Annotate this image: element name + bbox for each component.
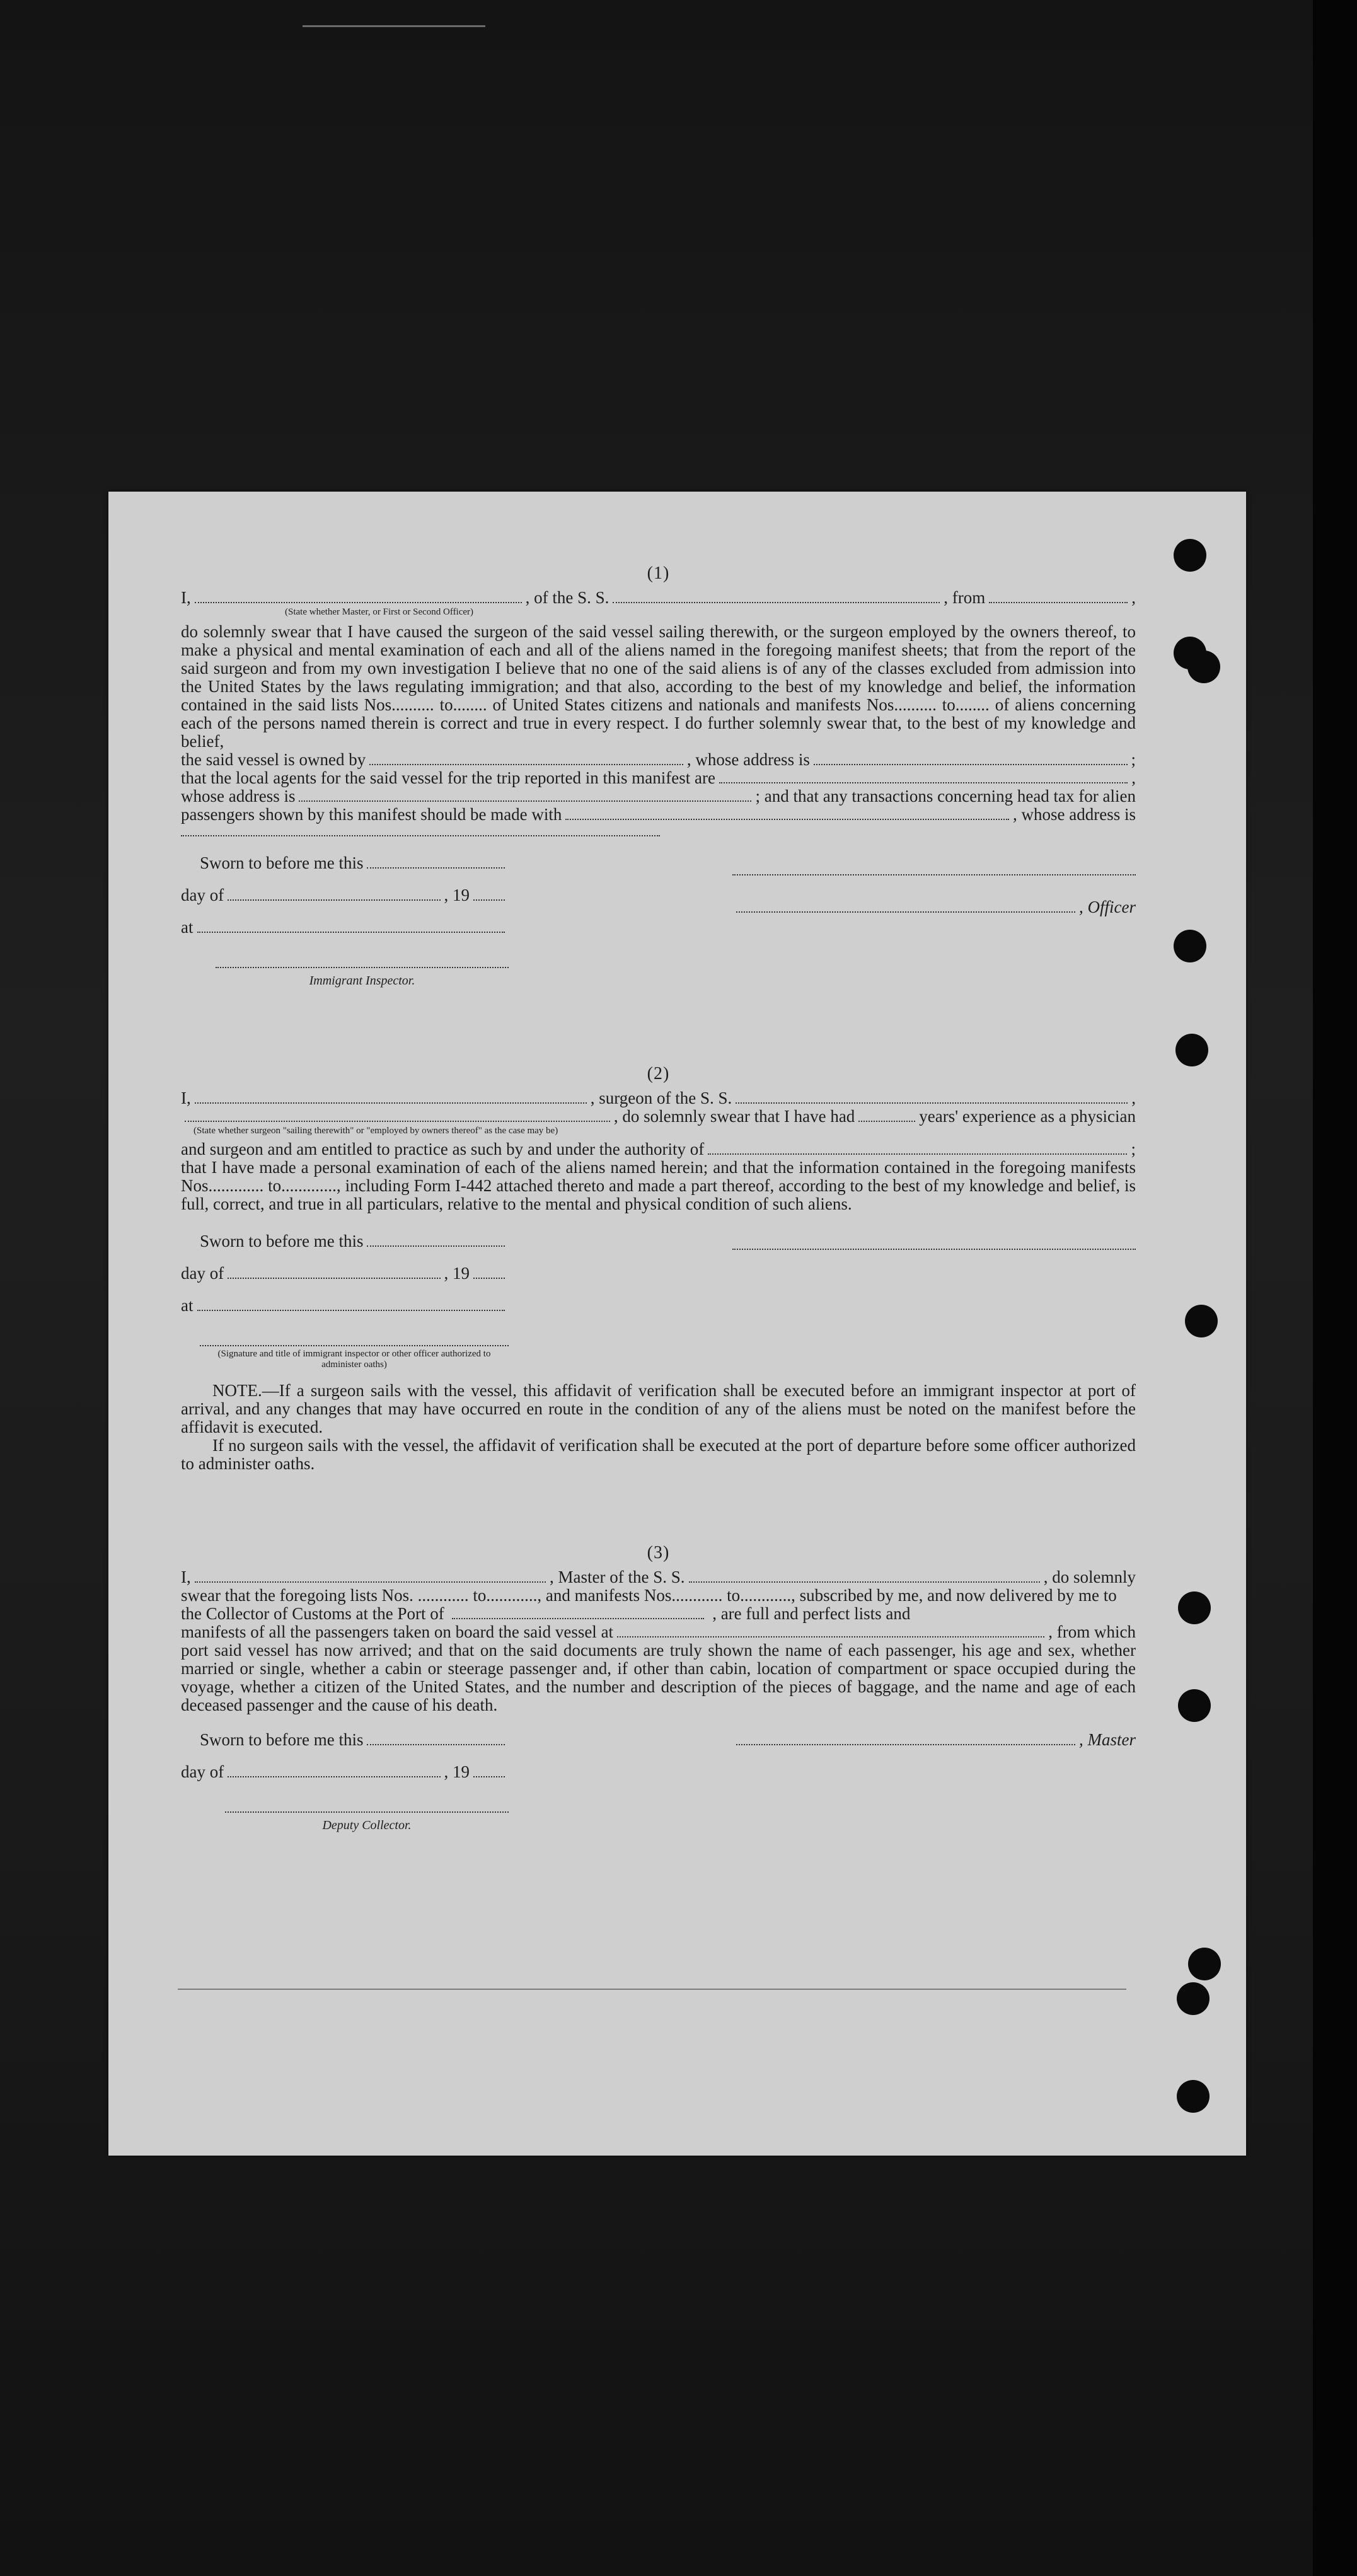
date-blank [367, 1234, 505, 1247]
bottom-rule [178, 1989, 1126, 1990]
punch-hole-icon [1177, 2080, 1210, 2113]
sworn-label: Sworn to before me this [200, 1730, 364, 1749]
owner-address-blank [814, 753, 1128, 765]
master-name-blank [195, 1570, 546, 1583]
punch-hole-icon [1187, 650, 1220, 683]
officer-label: , Officer [1079, 898, 1136, 916]
vessel-name-blank [613, 591, 940, 603]
collector-signature-blank [225, 1795, 509, 1813]
head-tax-blank [565, 807, 1009, 820]
punch-hole-icon [1177, 1982, 1210, 2015]
agents-address-blank [299, 789, 751, 802]
month-blank [228, 888, 440, 901]
master-line: I, , of the S. S. , from , [181, 588, 1136, 607]
scan-edge [1313, 0, 1357, 2576]
oath-paragraph: that I have made a personal examination of each of the aliens named herein; and that the information contained in the foregoing manifests Nos............. to............., including Form I-442 attached thereto and made a part thereof, according to the best of my knowledge and belief, is full, correct, and true in all particulars, relative to the mental and physical condition of such aliens. [181, 1158, 1136, 1213]
punch-hole-icon [1174, 930, 1206, 962]
date-blank [367, 1733, 505, 1745]
sworn-label: Sworn to before me this [200, 853, 364, 872]
head-tax-address-blank [181, 824, 660, 836]
manifest-page [108, 492, 1246, 2156]
inspector-signature-blank [200, 1329, 509, 1346]
lists-paragraph: swear that the foregoing lists Nos. ............ to............, and manifests Nos............ to............, subscribed by me, and now delivered by me to the Collector of Customs at the Port of , are full and perfect lists and [181, 1586, 1117, 1623]
section-3 [181, 1544, 1136, 1835]
port-blank [452, 1607, 704, 1619]
sworn-block: Sworn to before me this day of , 19 at (Signature and title of immigrant inspector or other officer authorized to administer oaths) [181, 1232, 1136, 1370]
collector-caption: Deputy Collector. [322, 1818, 412, 1832]
oath-paragraph: do solemnly swear that I have caused the surgeon of the said vessel sailing therewith, or the surgeon employed by the owners thereof, to make a physical and mental examination of each and all of the aliens named in the foregoing manifest sheets; that from the report of the said surgeon and from my own investigation I believe that no one of the said aliens is of any of the classes excluded from admission into the United States by the laws regulating immigration; and that also, according to the best of my knowledge and belief, the information contained in the said lists Nos.......... to........ of United States citizens and nationals and manifests Nos.......... to........ of aliens concerning each of the persons named therein is correct and true in every respect. I do further solemnly swear that, to the best of my knowledge and belief, [181, 622, 1136, 751]
owner-line: the said vessel is owned by , whose address is ; [181, 750, 1136, 769]
note-paragraph: NOTE.—If a surgeon sails with the vessel, this affidavit of verification shall be executed before an immigrant inspector at port of arrival, and any changes that may have occurred en route in the condition of any of the aliens must be noted on the manifest before the affidavit is executed. [181, 1381, 1136, 1436]
year-blank [473, 1765, 505, 1777]
sworn-label: Sworn to before me this [200, 1232, 364, 1250]
year-blank [473, 888, 505, 901]
punch-hole-icon [1174, 539, 1206, 572]
owner-blank [369, 753, 683, 765]
agents-line: that the local agents for the said vessel for the trip reported in this manifest are , [181, 768, 1136, 787]
section-1 [181, 564, 1136, 990]
origin-port-blank [989, 591, 1128, 603]
punch-hole-icon [1185, 1305, 1218, 1337]
punch-hole-icon [1175, 1034, 1208, 1066]
officer-name-blank [195, 591, 522, 603]
head-tax-line: passengers shown by this manifest should be made with , whose address is [181, 805, 1136, 824]
authority-blank [708, 1142, 1127, 1155]
master-signature-blank [736, 1733, 1075, 1745]
section-2 [181, 1065, 1136, 1473]
punch-hole-icon [1178, 1591, 1211, 1624]
surgeon-name-blank [195, 1091, 587, 1104]
boarding-port-blank [617, 1625, 1044, 1637]
surgeon-line: I, , surgeon of the S. S. , [181, 1089, 1136, 1107]
sworn-block: Sworn to before me this day of , 19 Deputy Collector. , Master [181, 1731, 1136, 1835]
experience-line: , do solemnly swear that I have had years' experience as a physician [181, 1107, 1136, 1126]
place-blank [197, 1298, 505, 1311]
boarding-line: manifests of all the passengers taken on board the said vessel at , from which [181, 1622, 1136, 1641]
master-label: , Master [1079, 1730, 1136, 1749]
field-note: (State whether Master, or First or Second Officer) [285, 607, 474, 617]
date-blank [367, 856, 505, 869]
officer-title-blank [736, 900, 1075, 913]
officer-signature-blank [732, 858, 1136, 875]
section-number: (2) [647, 1064, 670, 1083]
surgeon-signature-blank [732, 1232, 1136, 1250]
note-paragraph: If no surgeon sails with the vessel, the affidavit of verification shall be executed at the port of departure before some officer authorized to administer oaths. [181, 1436, 1136, 1473]
section-number: (1) [647, 563, 670, 583]
agents-blank [719, 771, 1128, 783]
section-number: (3) [647, 1543, 670, 1562]
years-blank [858, 1109, 915, 1122]
month-blank [228, 1266, 440, 1279]
surgeon-status-blank [185, 1109, 610, 1122]
punch-hole-icon [1188, 1948, 1221, 1980]
month-blank [228, 1765, 440, 1777]
scan-mark [303, 25, 485, 27]
field-note: (State whether surgeon "sailing therewith" or "employed by owners thereof" as the case may be) [193, 1126, 558, 1136]
inspector-caption: Immigrant Inspector. [309, 974, 415, 988]
inspector-signature-blank [216, 950, 509, 968]
agents-address-line: whose address is ; and that any transactions concerning head tax for alien [181, 787, 1136, 806]
signature-caption: (Signature and title of immigrant inspector or other officer authorized to administer oaths) [217, 1349, 491, 1370]
authority-line: and surgeon and am entitled to practice as such by and under the authority of ; [181, 1140, 1136, 1158]
year-blank [473, 1266, 505, 1279]
master-line: I, , Master of the S. S. , do solemnly [181, 1568, 1136, 1586]
surgeon-vessel-blank [736, 1091, 1128, 1104]
place-blank [197, 920, 505, 933]
sworn-block: Sworn to before me this day of , 19 at Immigrant Inspector. , Officer [181, 854, 1136, 990]
master-vessel-blank [689, 1570, 1040, 1583]
affidavit-content [181, 564, 1136, 1835]
oath-paragraph: port said vessel has now arrived; and that on the said documents are truly shown the name of each passenger, his age and sex, whether married or single, whether a cabin or steerage passenger and, if other than cabin, location of compartment or space occupied during the voyage, whether a citizen of the United States, and the number and description of the pieces of baggage, and the name and age of each deceased passenger and the cause of his death. [181, 1641, 1136, 1714]
punch-hole-icon [1178, 1689, 1211, 1722]
